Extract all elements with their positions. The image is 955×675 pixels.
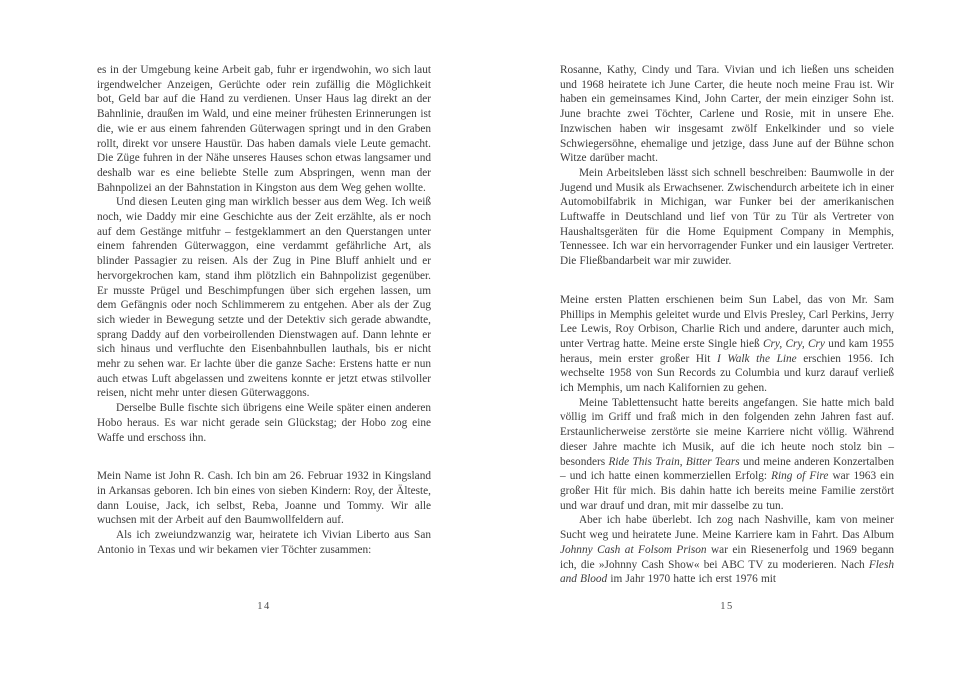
text-segment: war 1963 ein großer Hit für mich. Bis dahin hatte ich bereits meine Familie zerstört und war drauf und dran, mit mir dasselbe zu tun. xyxy=(560,470,894,512)
text-segment: Mein Arbeitsleben lässt sich schnell beschreiben: Baumwolle in der Jugend und Musik als Erwachsener. Zwischendurch arbeitete ich in einer Automobilfabrik in Michigan, war Funker bei der amerikanischen Luftwaffe in Deutschland und lief von Tür zu Tür als Vertreter von Haushaltsgeräten für die Home Equipment Company in Memphis, Tennessee. Ich war ein hervorragender Funker und ein lausiger Vertreter. Die Fließbandarbeit war mir zuwider. xyxy=(560,166,894,268)
text-segment: Als ich zweiundzwanzig war, heiratete ich Vivian Liberto aus San Antonio in Texas und wir bekamen vier Töchter zusammen: xyxy=(97,529,431,556)
page-left-folio: 14 xyxy=(257,601,271,612)
page-right xyxy=(560,0,894,675)
italic-title-segment: Johnny Cash at Folsom Prison xyxy=(560,543,707,556)
text-segment: Aber ich habe überlebt. Ich zog nach Nashville, kam von meiner Sucht weg und heiratete June. Meine Karriere kam in Fahrt. Das Album xyxy=(560,514,894,542)
paragraph xyxy=(97,195,431,401)
text-segment: es in der Umgebung keine Arbeit gab, fuhr er irgendwohin, wo sich laut irgendwelcher Anzeigen, Gerüchte oder rein zufällig die Möglichkeit bot, Geld bar auf die Hand zu verdienen. Unser Haus lag direkt an der Bahnlinie, draußen im Wald, und eine meiner frühesten Erinnerungen ist die, wie er aus einem fahrenden Güterwagen springt und in den Graben rollt, direkt vor unsere Haustür. Das haben damals viele Leute gemacht. Die Züge fuhren in der Nähe unseres Hauses schon etwas langsamer und deshalb war es eine beliebte Stelle zum Abspringen, wenn man der Bahnpolizei an der Bahnstation in Kingston aus dem Weg gehen wollte. xyxy=(97,64,431,194)
page-right-text-column xyxy=(560,63,894,587)
text-segment: im Jahr 1970 hatte ich erst 1976 mit xyxy=(607,573,777,586)
text-segment: und kam 1955 heraus, mein erster großer Hit xyxy=(560,337,894,365)
text-segment: erschien 1956. Ich wechselte 1958 von Sun Records zu Columbia und kurz darauf verließ ich Memphis, um nach Kalifornien zu gehen. xyxy=(560,352,894,395)
text-segment: Rosanne, Kathy, Cindy und Tara. Vivian und ich ließen uns scheiden und 1968 heiratete ich June Carter, die heute noch meine Frau ist. Wir haben ein gemeinsames Kind, John Carter, der mein einziger Sohn ist. June brachte zwei Töchter, Carlene und Rosie, mit in unsere Ehe. Inzwischen haben wir insgesamt zwölf Enkelkinder und so viele Schwiegersöhne, ehemalige und jetzige, dass June auf der Bühne schon Witze darüber macht. xyxy=(560,64,894,165)
text-segment: Meine Tablettensucht hatte bereits angefangen. Sie hatte mich bald völlig im Griff und fraß mich in den folgenden zehn Jahren fast auf. Erstaunlicherweise zerstörte sie meine Karriere nicht völlig. Während dieser Jahre machte ich Musik, auf die ich heute noch stolz bin – besonders xyxy=(560,396,894,468)
text-segment: Meine ersten Platten erschienen beim Sun Label, das von Mr. Sam Phillips in Memphis geleitet wurde und Elvis Presley, Carl Perkins, Jerry Lee Lewis, Roy Orbison, Charlie Rich und andere, darunter auch mich, unter Vertrag hatte. Meine erste Single hieß xyxy=(560,293,894,350)
page-left-text-column xyxy=(97,63,431,558)
italic-title-segment: Ring of Fire xyxy=(771,470,829,483)
text-segment: Mein Name ist John R. Cash. Ich bin am 26. Februar 1932 in Kingsland in Arkansas geboren. Ich bin eines von sieben Kindern: Roy, der Älteste, dann Louise, Jack, ich selbst, Reba, Joanne und Tommy. Wir alle wuchsen mit der Arbeit auf den Baumwollfeldern auf. xyxy=(97,470,431,527)
paragraph xyxy=(97,528,431,557)
paragraph xyxy=(560,166,894,269)
italic-title-segment: Bitter Tears xyxy=(685,455,740,468)
italic-title-segment: Flesh and Blood xyxy=(560,558,894,586)
italic-title-segment: Ride This Train xyxy=(608,455,680,468)
page-right-folio: 15 xyxy=(720,601,734,612)
italic-title-segment: Cry, Cry, Cry xyxy=(763,337,825,350)
paragraph xyxy=(97,401,431,445)
paragraph xyxy=(97,469,431,528)
paragraph xyxy=(560,396,894,514)
page-left xyxy=(97,0,431,675)
text-segment: Und diesen Leuten ging man wirklich besser aus dem Weg. Ich weiß noch, wie Daddy mir eine Geschichte aus der Zeit erzählte, als er noch auf dem Gestänge mitfuhr – festgeklammert an den Querstangen unter einem fahrenden Güterwaggon, eine verdammt gefährliche Art, als blinder Passagier zu reisen. Als der Zug in Pine Bluff anhielt und er hervorgekrochen kam, stand ihm plötzlich ein Bahnpolizist gegenüber. Er musste Prügel und Beschimpfungen über sich ergehen lassen, um dem Gefängnis oder noch Schlimmerem zu entgehen. Aber als der Zug sich wieder in Bewegung setzte und der Detektiv sich gerade abwandte, sprang Daddy auf den vorbeirollenden Dienstwagen auf. Dann lehnte er sich hinaus und verfluchte den Eisenbahnbullen lauthals, bis er nicht mehr zu sehen war. Er lachte über die ganze Sache: Erstens hatte er nun auch etwas Luft abgelassen und zweitens konnte er jetzt etwas stilvoller reisen, nicht mehr unter diesen Güterwaggons. xyxy=(97,196,431,400)
paragraph xyxy=(560,513,894,587)
paragraph xyxy=(560,63,894,166)
text-segment: , xyxy=(679,455,686,468)
text-segment: Derselbe Bulle fischte sich übrigens eine Weile später einen anderen Hobo heraus. Es war nicht gerade sein Glückstag; der Hobo zog eine Waffe und erschoss ihn. xyxy=(97,402,431,444)
paragraph xyxy=(97,63,431,195)
italic-title-segment: I Walk the Line xyxy=(716,352,797,365)
text-segment: und meine anderen Konzertalben – und ich hatte einen kommerziellen Erfolg: xyxy=(560,455,895,483)
paragraph xyxy=(560,293,894,396)
text-segment: war ein Riesenerfolg und 1969 begann ich, die »Johnny Cash Show« bei ABC TV zu moderieren. Nach xyxy=(560,543,894,571)
